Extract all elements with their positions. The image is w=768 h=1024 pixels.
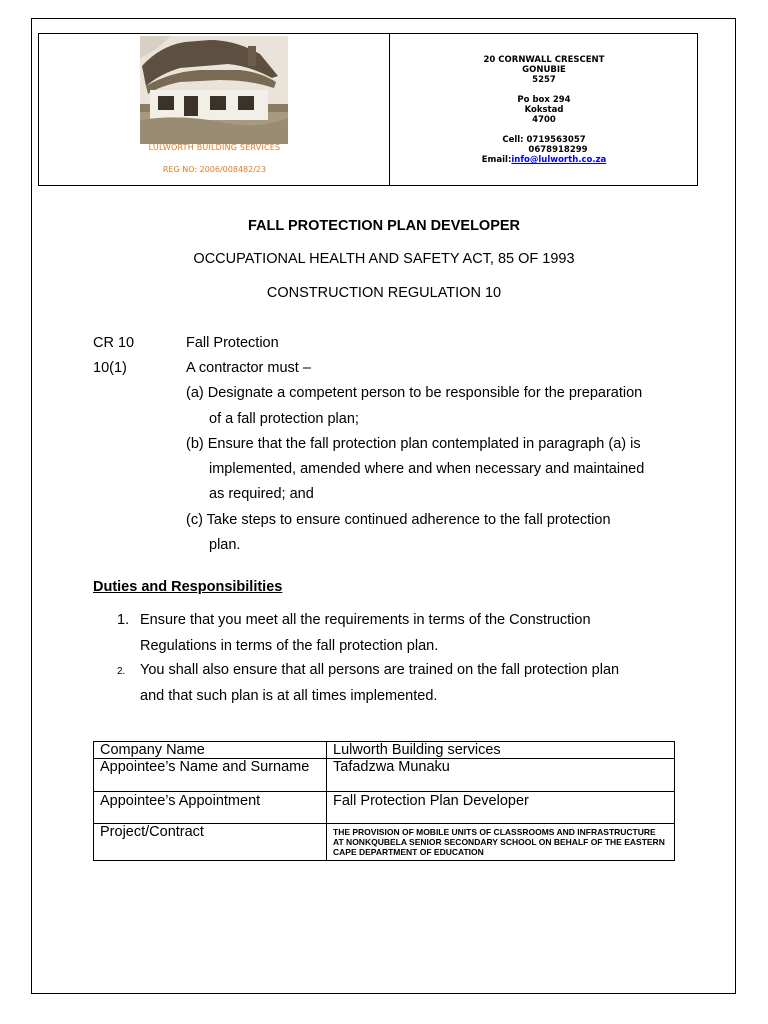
table-label: Company Name (94, 742, 327, 759)
list-number: 2. (117, 666, 126, 677)
address-line: 20 CORNWALL CRESCENT (483, 55, 605, 65)
duties-heading: Duties and Responsibilities (93, 579, 283, 595)
sub-intro: A contractor must – (186, 360, 311, 376)
postal-line: Po box 294 (517, 95, 571, 105)
table-value: Lulworth Building services (327, 742, 675, 759)
registration-number: REG NO: 2006/008482/23 (162, 165, 267, 174)
document-title: FALL PROTECTION PLAN DEVELOPER (247, 218, 521, 234)
appointment-table (93, 741, 675, 861)
list-item-line: You shall also ensure that all persons are trained on the fall protection plan (140, 662, 620, 678)
regulation-line: (c) Take steps to ensure continued adherence to the fall protection (186, 512, 611, 528)
cell-number-2: 0678918299 (528, 145, 588, 155)
table-label: Project/Contract (94, 824, 327, 861)
company-name: LULWORTH BUILDING SERVICES (148, 143, 281, 152)
thatched-house-photo (140, 36, 288, 144)
table-row (94, 742, 675, 759)
contact-block (390, 55, 698, 165)
cr-code: CR 10 (93, 335, 135, 351)
list-number: 1. (117, 612, 130, 628)
letterhead-contact-cell (390, 34, 697, 185)
address-line: GONUBIE (522, 65, 566, 75)
email-link[interactable]: info@lulworth.co.za (511, 155, 607, 165)
cell-number: Cell: 0719563057 (502, 135, 586, 145)
sub-code: 10(1) (93, 360, 127, 376)
table-value: Tafadzwa Munaku (327, 759, 675, 792)
table-value: THE PROVISION OF MOBILE UNITS OF CLASSROOMS AND INFRASTRUCTURE AT NONKQUBELA SENIOR SECONDARY SCHOOL ON BEHALF OF THE EASTERN CAPE DEPARTMENT OF EDUCATION (327, 824, 675, 861)
address-line: 5257 (532, 75, 556, 85)
act-title: OCCUPATIONAL HEALTH AND SAFETY ACT, 85 OF 1993 (193, 251, 575, 267)
table-row (94, 759, 675, 792)
regulation-line: implemented, amended where and when necessary and maintained (209, 461, 645, 477)
email-label: Email: (481, 155, 512, 165)
list-item-line: and that such plan is at all times implemented. (140, 688, 438, 704)
regulation-line: (b) Ensure that the fall protection plan contemplated in paragraph (a) is (186, 436, 641, 452)
table-label: Appointee’s Name and Surname (94, 759, 327, 792)
regulation-line: plan. (209, 537, 241, 553)
regulation-line: (a) Designate a competent person to be responsible for the preparation (186, 385, 643, 401)
table-row (94, 792, 675, 824)
regulation-line: as required; and (209, 486, 314, 502)
list-item-line: Ensure that you meet all the requirements in terms of the Construction (140, 612, 591, 628)
list-item-line: Regulations in terms of the fall protection plan. (140, 638, 439, 654)
table-label: Appointee’s Appointment (94, 792, 327, 824)
regulation-line: of a fall protection plan; (209, 411, 359, 427)
postal-line: Kokstad (524, 105, 564, 115)
table-value: Fall Protection Plan Developer (327, 792, 675, 824)
postal-line: 4700 (532, 115, 556, 125)
cr-title: Fall Protection (186, 335, 279, 351)
regulation-title: CONSTRUCTION REGULATION 10 (266, 285, 502, 301)
letterhead (38, 33, 698, 186)
email-row (390, 155, 698, 165)
letterhead-logo-cell (39, 34, 390, 185)
table-row (94, 824, 675, 861)
